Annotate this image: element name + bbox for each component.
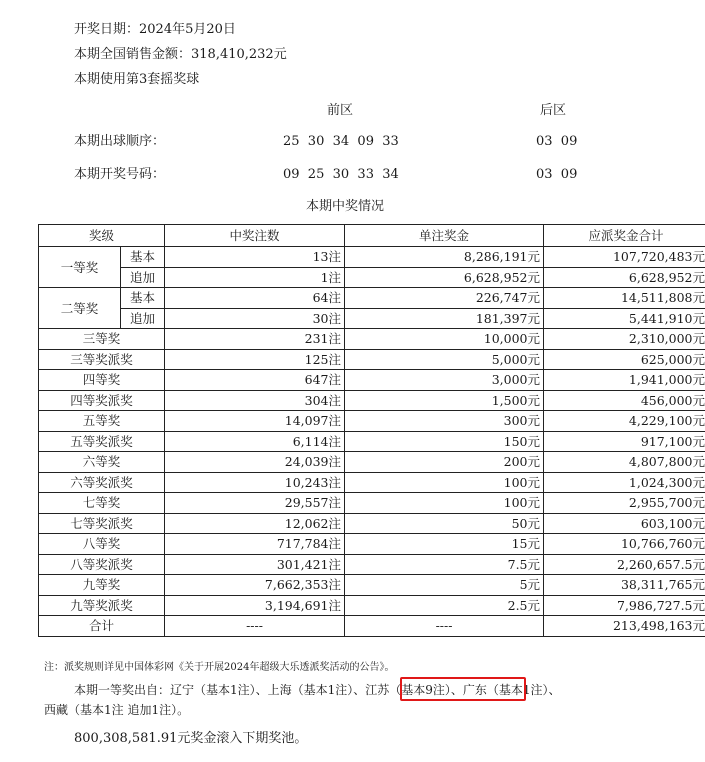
first-prize-jiangsu: 、江苏（基本9注） <box>353 683 451 697</box>
prize-total: 2,310,000元 <box>544 329 705 350</box>
win-count: 647注 <box>165 370 345 391</box>
win-count: 3,194,691注 <box>165 595 345 616</box>
prize-total: 10,766,760元 <box>544 534 705 555</box>
table-row <box>39 575 705 596</box>
prize-total: 1,941,000元 <box>544 370 705 391</box>
ball-set: 本期使用第3套摇奖球 <box>74 72 200 87</box>
table-row <box>39 288 705 309</box>
win-count: 301,421注 <box>165 554 345 575</box>
tier-sub: 追加 <box>121 267 165 288</box>
win-count: 7,662,353注 <box>165 575 345 596</box>
prize-total: 1,024,300元 <box>544 472 705 493</box>
tier-sub: 追加 <box>121 308 165 329</box>
tier-name: 五等奖派奖 <box>39 431 165 452</box>
tier-name: 四等奖 <box>39 370 165 391</box>
jiangsu-highlight-box <box>400 677 526 701</box>
prize-total: 2,260,657.5元 <box>544 554 705 575</box>
prize-table <box>38 224 705 637</box>
table-row <box>39 329 705 350</box>
tier-name: 八等奖 <box>39 534 165 555</box>
win-count: 125注 <box>165 349 345 370</box>
table-row <box>39 554 705 575</box>
footnote: 注：派奖规则详见中国体彩网《关于开展2024年超级大乐透派奖活动的公告》。 <box>44 662 395 673</box>
table-row <box>39 267 705 288</box>
table-row <box>39 308 705 329</box>
table-header-row <box>39 225 705 247</box>
win-count: 717,784注 <box>165 534 345 555</box>
win-count: 10,243注 <box>165 472 345 493</box>
win-count: 29,557注 <box>165 493 345 514</box>
winning-numbers-label: 本期开奖号码： <box>74 167 166 182</box>
win-count: 304注 <box>165 390 345 411</box>
draw-order-front: 25 30 34 09 33 <box>283 134 399 149</box>
single-prize: 7.5元 <box>345 554 544 575</box>
tier-name: 六等奖 <box>39 452 165 473</box>
prize-total: 917,100元 <box>544 431 705 452</box>
table-row <box>39 411 705 432</box>
single-prize: 100元 <box>345 493 544 514</box>
prize-total: 603,100元 <box>544 513 705 534</box>
single-prize: 226,747元 <box>345 288 544 309</box>
single-prize: 181,397元 <box>345 308 544 329</box>
pool-rollover: 800,308,581.91元奖金滚入下期奖池。 <box>74 731 308 746</box>
tier-name: 二等奖 <box>39 288 121 329</box>
tier-name: 九等奖派奖 <box>39 595 165 616</box>
table-row <box>39 370 705 391</box>
win-count: 12,062注 <box>165 513 345 534</box>
single-prize: 50元 <box>345 513 544 534</box>
prize-total: 14,511,808元 <box>544 288 705 309</box>
table-row <box>39 493 705 514</box>
header-prize: 单注奖金 <box>345 225 544 247</box>
table-row <box>39 513 705 534</box>
header-total: 应派奖金合计 <box>544 225 705 247</box>
tier-name: 四等奖派奖 <box>39 390 165 411</box>
tier-name: 六等奖派奖 <box>39 472 165 493</box>
prize-total: 7,986,727.5元 <box>544 595 705 616</box>
tier-name: 八等奖派奖 <box>39 554 165 575</box>
tier-sub: 基本 <box>121 247 165 268</box>
prize-total: 625,000元 <box>544 349 705 370</box>
first-prize-origin-c: 西藏（基本1注 追加1注）。 <box>44 703 190 717</box>
table-row <box>39 247 705 268</box>
single-prize: 15元 <box>345 534 544 555</box>
tier-name: 三等奖 <box>39 329 165 350</box>
table-title: 本期中奖情况 <box>306 199 385 214</box>
sum-count: ---- <box>165 616 345 637</box>
prize-total: 38,311,765元 <box>544 575 705 596</box>
sum-row <box>39 616 705 637</box>
first-prize-origin-b: 、广东（基本1注）、 <box>450 683 561 697</box>
single-prize: 150元 <box>345 431 544 452</box>
table-row <box>39 534 705 555</box>
win-count: 13注 <box>165 247 345 268</box>
prize-total: 456,000元 <box>544 390 705 411</box>
first-prize-origin-a: 本期一等奖出自：辽宁（基本1注）、上海（基本1注） <box>74 683 354 697</box>
draw-order-label: 本期出球顺序： <box>74 134 166 149</box>
table-row <box>39 472 705 493</box>
table-row <box>39 390 705 411</box>
prize-total: 107,720,483元 <box>544 247 705 268</box>
draw-date: 开奖日期：2024年5月20日 <box>74 22 236 37</box>
single-prize: 2.5元 <box>345 595 544 616</box>
draw-order-back: 03 09 <box>536 134 578 149</box>
single-prize: 8,286,191元 <box>345 247 544 268</box>
single-prize: 3,000元 <box>345 370 544 391</box>
winning-numbers-back: 03 09 <box>536 167 578 182</box>
single-prize: 5元 <box>345 575 544 596</box>
sum-label: 合计 <box>39 616 165 637</box>
win-count: 231注 <box>165 329 345 350</box>
win-count: 64注 <box>165 288 345 309</box>
win-count: 24,039注 <box>165 452 345 473</box>
single-prize: 10,000元 <box>345 329 544 350</box>
single-prize: 5,000元 <box>345 349 544 370</box>
win-count: 1注 <box>165 267 345 288</box>
tier-name: 七等奖 <box>39 493 165 514</box>
win-count: 6,114注 <box>165 431 345 452</box>
winning-numbers-front: 09 25 30 33 34 <box>283 167 399 182</box>
sum-prize: ---- <box>345 616 544 637</box>
win-count: 30注 <box>165 308 345 329</box>
back-zone-label: 后区 <box>540 103 567 118</box>
table-row <box>39 595 705 616</box>
header-tier: 奖级 <box>39 225 165 247</box>
sum-total: 213,498,163元 <box>544 616 705 637</box>
single-prize: 100元 <box>345 472 544 493</box>
tier-name: 九等奖 <box>39 575 165 596</box>
prize-total: 5,441,910元 <box>544 308 705 329</box>
table-row <box>39 349 705 370</box>
tier-name: 三等奖派奖 <box>39 349 165 370</box>
table-row <box>39 431 705 452</box>
tier-name: 七等奖派奖 <box>39 513 165 534</box>
national-sales: 本期全国销售金额：318,410,232元 <box>74 47 287 62</box>
prize-total: 4,229,100元 <box>544 411 705 432</box>
header-count: 中奖注数 <box>165 225 345 247</box>
single-prize: 200元 <box>345 452 544 473</box>
single-prize: 6,628,952元 <box>345 267 544 288</box>
tier-name: 五等奖 <box>39 411 165 432</box>
single-prize: 300元 <box>345 411 544 432</box>
single-prize: 1,500元 <box>345 390 544 411</box>
prize-total: 6,628,952元 <box>544 267 705 288</box>
win-count: 14,097注 <box>165 411 345 432</box>
tier-sub: 基本 <box>121 288 165 309</box>
prize-total: 2,955,700元 <box>544 493 705 514</box>
prize-total: 4,807,800元 <box>544 452 705 473</box>
tier-name: 一等奖 <box>39 247 121 288</box>
table-row <box>39 452 705 473</box>
front-zone-label: 前区 <box>327 103 354 118</box>
